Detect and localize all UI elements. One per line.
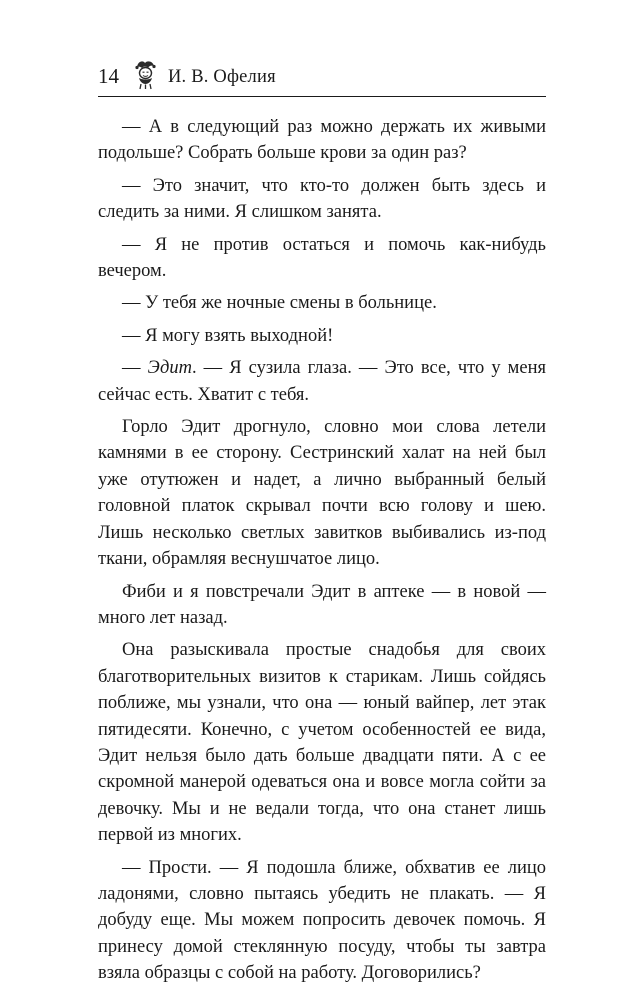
paragraph: — Я не против остаться и помочь как-нибудь вечером. [98, 234, 546, 282]
dash: — [122, 358, 148, 379]
jester-emblem-icon [132, 58, 158, 90]
paragraph: — Прости. — Я подошла ближе, обхватив ее лицо ладонями, словно пытаясь убедить не плакать. — Я добуду еще. Мы можем попросить девочек помочь. Я принесу домой стеклянную посуду, чтобы ты завтра взяла образцы с собой на работу. Договорились? [98, 857, 546, 984]
paragraph: — Это значит, что кто-то должен быть здесь и следить за ними. Я слишком занята. [98, 175, 546, 223]
body-text [98, 114, 546, 987]
paragraph: — А в следующий раз можно держать их живыми подольше? Собрать больше крови за один раз? [98, 117, 546, 164]
paragraph: Она разыскивала простые снадобья для своих благотворительных визитов к старикам. Лишь сойдясь поближе, мы узнали, что она — юный вайпер, лет этак пятидесяти. Конечно, с учетом особенностей ее вида, Эдит нельзя было дать больше двадцати пяти. А с ее скромной манерой одеваться она и вовсе могла сойти за девочку. Мы и не ведали тогда, что она станет лишь первой из многих. [98, 640, 546, 846]
paragraph: — У тебя же ночные смены в больнице. [122, 293, 437, 314]
paragraph: — Я могу взять выходной! [122, 325, 334, 346]
page-number: 14 [98, 64, 119, 88]
paragraph: Фиби и я повстречали Эдит в аптеке — в новой — много лет назад. [98, 581, 546, 628]
paragraph [98, 355, 546, 408]
paragraph: Горло Эдит дрогнуло, словно мои слова летели камнями в ее сторону. Сестринский халат на ней был уже отутюжен и надет, а лично выбранный белый головной платок скрывал почти всю голову и шею. Лишь несколько светлых завитков выбивались из-под ткани, обрамляя веснушчатое лицо. [98, 417, 546, 570]
paragraph-rest: . — Я сузила глаза. — Это все, что у меня сейчас есть. Хватит с тебя. [98, 358, 547, 405]
author-title: И. В. Офелия [168, 67, 276, 87]
running-header [98, 62, 546, 97]
italic-name: Эдит [147, 358, 192, 379]
